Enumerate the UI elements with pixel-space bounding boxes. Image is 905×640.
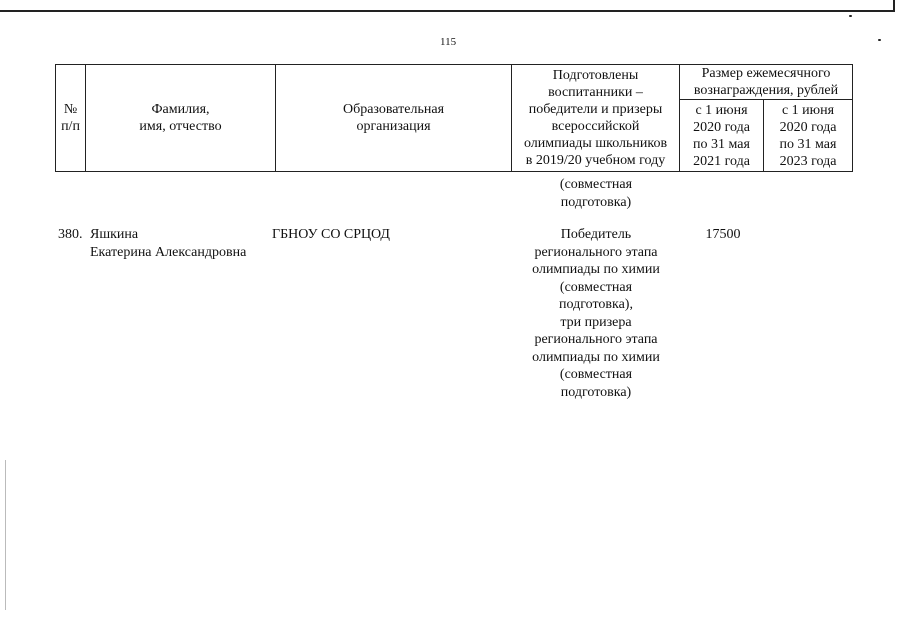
header-col-reward: Размер ежемесячного вознаграждения, рублей [680,65,853,100]
row-prepared: Победитель регионального этапа олимпиады по химии (совместная подготовка), три призера регионального этапа олимпиады по химии (совместная подготовка) [532,227,660,400]
row-organization: ГБНОУ СО СРЦОД [272,227,390,242]
header-col-organization: Образовательная организация [276,65,512,172]
row-number: 380. [58,227,83,242]
row-name: Яшкина Екатерина Александровна [90,227,247,260]
header-col-reward-period-1: с 1 июня 2020 года по 31 мая 2021 года [680,100,764,172]
header-col-number: № п/п [56,65,86,172]
header-col-reward-period-2: с 1 июня 2020 года по 31 мая 2023 года [764,100,853,172]
page-number: 115 [440,36,457,48]
scan-speck [878,39,881,41]
carryover-prepared: (совместная подготовка) [559,177,633,210]
scan-edge-top [0,10,895,12]
scan-edge-left [5,460,6,610]
header-col-name: Фамилия, имя, отчество [86,65,276,172]
header-col-prepared: Подготовлены воспитанники – победители и призеры всероссийской олимпиады школьников в 2019/20 учебном году [512,65,680,172]
scan-edge-right [893,0,895,12]
scan-speck [849,15,852,17]
header-table [55,64,853,172]
row-reward-period-1: 17500 [705,227,741,242]
